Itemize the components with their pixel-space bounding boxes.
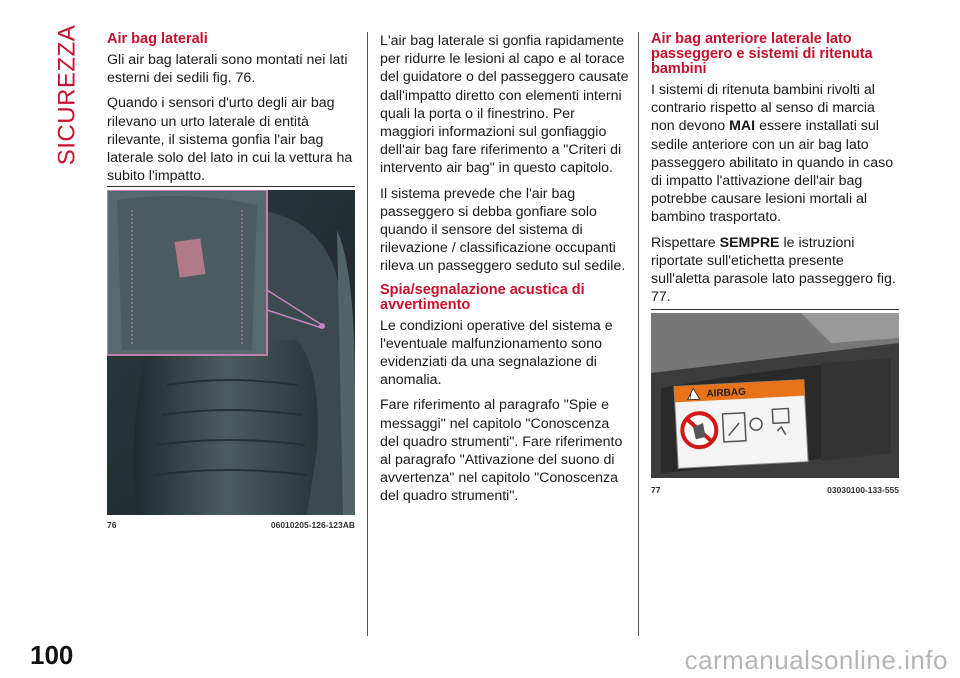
figure-top-rule: [107, 186, 355, 187]
paragraph: Fare riferimento al paragrafo "Spie e messaggi" nel capitolo "Conoscenza del quadro strumenti". Fare riferimento al paragrafo "Attivazione del suono di avvertenza" nel capitolo "Conoscenza del quadro strumenti".: [380, 397, 623, 505]
airbag-label-text: AIRBAG: [706, 386, 747, 400]
column-1: [107, 32, 355, 192]
figure-76: [107, 190, 355, 530]
paragraph: Rispettare SEMPRE le istruzioni riportate sull'etichetta presente sull'aletta parasole lato passeggero fig. 77.: [651, 234, 896, 306]
watermark: carmanualsonline.info: [684, 645, 948, 675]
page-number: 100: [30, 640, 74, 670]
paragraph: Il sistema prevede che l'air bag passeggero si debba gonfiare solo quando il sensore del sistema di rilevazione / classificazione occupanti rileva un passeggero seduto sul sedile.: [380, 185, 626, 275]
paragraph: Gli air bag laterali sono montati nei lati esterni dei sedili fig. 76.: [107, 52, 348, 87]
column-2: [380, 32, 632, 513]
svg-text:!: !: [689, 393, 692, 401]
section-tab: SICUREZZA: [53, 24, 81, 166]
heading-air-bag-laterali: Air bag laterali: [107, 31, 208, 47]
paragraph: Le condizioni operative del sistema e l'eventuale malfunzionamento sono evidenziati da una segnalazione di anomalia.: [380, 317, 613, 389]
figure-77: [651, 313, 899, 501]
column-divider: [367, 32, 368, 636]
figure-top-rule: [651, 309, 899, 310]
heading-spia-segnalazione: Spia/segnalazione acustica di avvertimento: [380, 281, 585, 313]
visor-photo: [651, 313, 899, 478]
figure-code: 06010205-126-123AB: [270, 520, 355, 530]
figure-caption: [651, 485, 899, 495]
paragraph: I sistemi di ritenuta bambini rivolti al contrario rispetto al senso di marcia non devono MAI essere installati sul sedile anteriore con un air bag lato passeggero abilitato in quando in caso di impatto l'attivazione dell'air bag potrebbe causare lesioni mortali al bambino trasportato.: [651, 82, 894, 226]
paragraph: L'air bag laterale si gonfia rapidamente per ridurre le lesioni al capo e al torace del guidatore o del passeggero causate dall'impatto diretto con elementi interni quali la porta o il finestrino. Per maggiori informazioni sul gonfiaggio dell'air bag fare riferimento a "Criteri di intervento air bag" in questo capitolo.: [380, 33, 629, 177]
figure-caption: [107, 520, 355, 530]
column-divider: [638, 32, 639, 636]
figure-code: 03030100-133-555: [827, 485, 899, 495]
seat-photo: [107, 190, 355, 515]
figure-number: 77: [651, 485, 661, 495]
column-3: [651, 32, 901, 313]
paragraph: Quando i sensori d'urto degli air bag rilevano un urto laterale di entità rilevante, il sistema gonfia l'air bag laterale solo del lato in cui la vettura ha subito l'impatto.: [107, 95, 353, 185]
heading-air-bag-passeggero: Air bag anteriore laterale lato passeggero e sistemi di ritenuta bambini: [651, 31, 873, 77]
figure-number: 76: [107, 520, 117, 530]
